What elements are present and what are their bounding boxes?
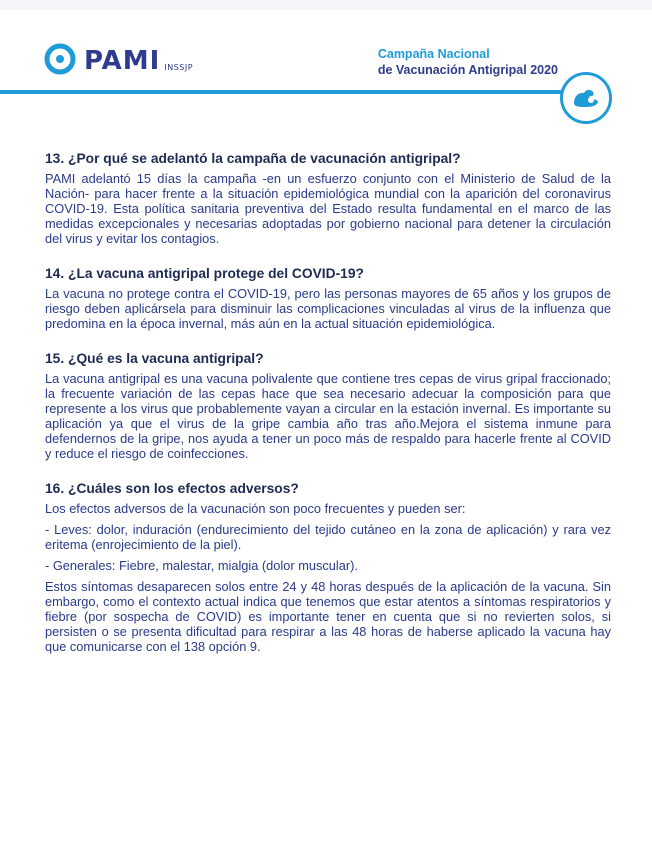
campaign-line-2: de Vacunación Antigripal 2020	[377, 63, 558, 77]
section-paragraph: La vacuna antigripal es una vacuna polivalente que contiene tres cepas de virus gripal fraccionado; la frecuente variación de las cepas hace que sea necesario adecuar la composición para que represente a los virus que probablemente vayan a circular en la estación invernal. Es importante su aplicación ya que el virus de la gripe cambia año tras año.Mejora el sistema inmune para defendernos de la gripe, nos ayuda a tener un poco más de respaldo para hacerle frente al COVID y reduce el riesgo de coinfecciones.	[45, 371, 611, 461]
section-paragraph: Estos síntomas desaparecen solos entre 24 y 48 horas después de la aplicación de la vacuna. Sin embargo, como el contexto actual indica que tenemos que estar atentos a síntomas respiratorios y fiebre (por sospecha de COVID) es importante tener en cuenta que si no revierten solos, si persisten o se presenta dificultad para respirar a las 48 horas de haberse aplicado la vacuna hay que comunicarse con el 138 opción 9.	[45, 579, 611, 654]
section-paragraph: Los efectos adversos de la vacunación son poco frecuentes y pueden ser:	[45, 501, 466, 516]
faq-section-14	[45, 266, 611, 331]
faq-section-15	[45, 351, 611, 461]
logo-subtext: INSSJP	[164, 63, 194, 72]
faq-content	[45, 151, 611, 674]
top-strip	[0, 0, 652, 10]
section-title: 16. ¿Cuáles son los efectos adversos?	[45, 481, 299, 496]
campaign-title	[378, 46, 558, 78]
header-divider	[0, 90, 570, 94]
section-paragraph: La vacuna no protege contra el COVID-19, pero las personas mayores de 65 años y los grupos de riesgo deben aplicársela para disminuir las complicaciones vinculadas al virus de la influenza que predomina en la época invernal, más aún en la actual situación epidemiológica.	[45, 286, 611, 331]
flexed-arm-badge	[560, 72, 612, 124]
pami-logo-icon	[44, 43, 76, 75]
section-title: 14. ¿La vacuna antigripal protege del COVID-19?	[45, 266, 364, 281]
section-paragraph: - Leves: dolor, induración (endurecimiento del tejido cutáneo en la zona de aplicación) y rara vez eritema (enrojecimiento de la piel).	[45, 522, 611, 552]
campaign-line-1: Campaña Nacional	[377, 47, 490, 61]
flexed-arm-icon	[571, 87, 601, 109]
section-title: 15. ¿Qué es la vacuna antigripal?	[45, 351, 264, 366]
section-paragraph: - Generales: Fiebre, malestar, mialgia (dolor muscular).	[45, 558, 358, 573]
section-title: 13. ¿Por qué se adelantó la campaña de vacunación antigripal?	[45, 151, 461, 166]
faq-section-13	[45, 151, 611, 246]
logo-text: PAMI	[84, 46, 161, 76]
pami-logo	[44, 43, 193, 75]
faq-section-16	[45, 481, 611, 654]
section-paragraph: PAMI adelantó 15 días la campaña -en un esfuerzo conjunto con el Ministerio de Salud de la Nación- para hacer frente a la situación epidemiológica mundial con la aparición del coronavirus COVID-19. Esta política sanitaria preventiva del Estado resulta fundamental en el marco de las medidas excepcionales y necesarias adoptadas por gobierno nacional para detener la circulación del virus y evitar los contagios.	[45, 171, 611, 246]
